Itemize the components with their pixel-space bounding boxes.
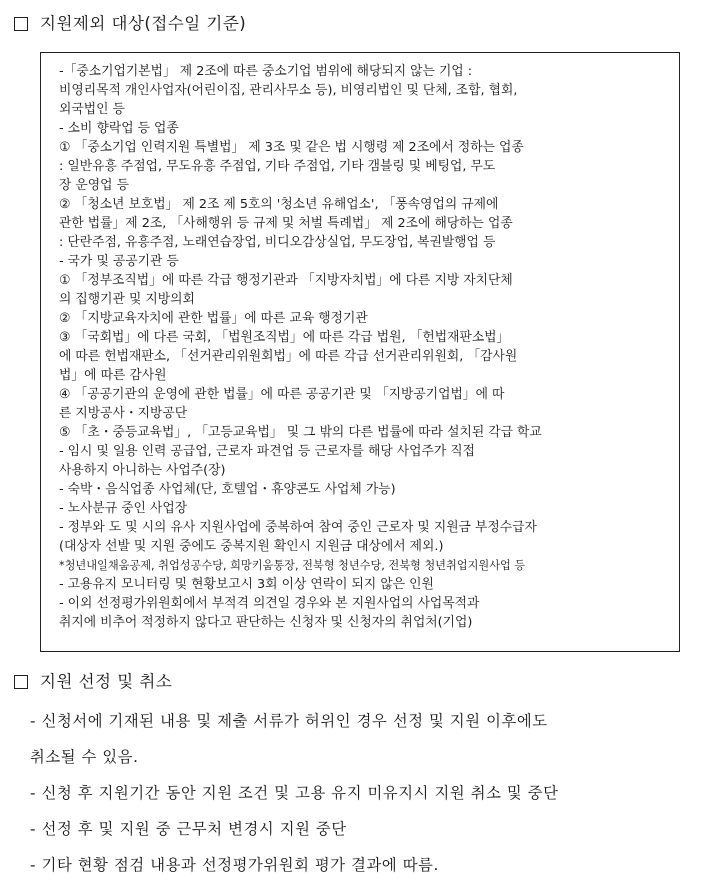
selection-title: 지원 선정 및 취소 [40, 672, 173, 691]
selection-line: - 기타 현황 점검 내용과 선정평가위원회 평가 결과에 따름. [30, 856, 439, 874]
exclusion-line: : 일반유흥 주점업, 무도유흥 주점업, 기타 주점업, 기타 갬블링 및 베팅업, 무도 [59, 159, 496, 174]
exclusion-line: - 노사분규 중인 사업장 [59, 501, 188, 516]
selection-line: - 신청 후 지원기간 동안 지원 조건 및 고용 유지 미유지시 지원 취소 및 중단 [30, 784, 559, 802]
exclusion-line: 비영리목적 개인사업자(어린이집, 관리사무소 등), 비영리법인 및 단체, 조합, 협회, [59, 83, 518, 98]
exclusion-line: 사용하지 아니하는 사업주(장) [59, 463, 226, 478]
exclusion-line: 외국법인 등 [59, 102, 125, 117]
exclusion-line: - 숙박・음식업종 사업체(단, 호텔업・휴양콘도 사업체 가능) [59, 482, 396, 497]
exclusion-line: 른 지방공사・지방공단 [59, 406, 188, 421]
exclusion-line: 장 운영업 등 [59, 178, 129, 193]
exclusion-box [40, 52, 680, 652]
exclusion-line: ① 「중소기업 인력지원 특별법」 제 3조 및 같은 법 시행령 제 2조에서 정하는 업종 [59, 140, 524, 155]
exclusion-line: -「중소기업기본법」 제 2조에 따른 중소기업 범위에 해당되지 않는 기업 : [59, 64, 473, 79]
exclusion-footnote: *청년내일채움공제, 취업성공수당, 희망키움통장, 전북형 청년수당, 전북형 청년취업지원사업 등 [59, 559, 526, 572]
exclusion-line: ② 「지방교육자치에 관한 법률」에 따른 교육 행정기관 [59, 311, 368, 326]
exclusion-line: - 이외 선정평가위원회에서 부적격 의견일 경우와 본 지원사업의 사업목적과 [59, 596, 480, 611]
exclusion-line: ⑤ 「초・중등교육법」, 「고등교육법」 및 그 밖의 다른 법률에 따라 설치된 각급 학교 [59, 425, 542, 440]
selection-line: - 신청서에 기재된 내용 및 제출 서류가 허위인 경우 선정 및 지원 이후에도 [30, 712, 548, 730]
exclusion-title: 지원제외 대상(접수일 기준) [40, 14, 247, 33]
checkbox-square-icon [14, 675, 28, 689]
exclusion-line: 에 따른 헌법재판소, 「선거관리위원회법」에 따른 각급 선거관리위원회, 「감사원 [59, 349, 518, 364]
exclusion-line: (대상자 선발 및 지원 중에도 중복지원 확인시 지원금 대상에서 제외.) [59, 539, 444, 554]
section-heading-exclusion [14, 10, 246, 34]
exclusion-line: - 소비 향락업 등 업종 [59, 121, 179, 136]
exclusion-line: 법」에 따른 감사원 [59, 368, 167, 383]
exclusion-line: 취지에 비추어 적정하지 않다고 판단하는 신청자 및 신청자의 취업처(기업) [59, 615, 473, 630]
selection-line: - 선정 후 및 지원 중 근무처 변경시 지원 중단 [30, 820, 347, 838]
exclusion-line: - 정부와 도 및 시의 유사 지원사업에 중복하여 참여 중인 근로자 및 지원금 부정수급자 [59, 520, 537, 535]
exclusion-line: ④ 「공공기관의 운영에 관한 법률」에 따른 공공기관 및 「지방공기업법」에 따 [59, 387, 505, 402]
exclusion-line: ① 「정부조직법」에 따른 각급 행정기관과 「지방자치법」에 다른 지방 자치단체 [59, 273, 513, 288]
selection-line: 취소될 수 있음. [30, 748, 139, 766]
exclusion-line: - 고용유지 모니터링 및 현황보고시 3회 이상 연락이 되지 않은 인원 [59, 577, 434, 592]
exclusion-line: : 단란주점, 유흥주점, 노래연습장업, 비디오감상실업, 무도장업, 복권발행업 등 [59, 235, 496, 250]
exclusion-line: - 임시 및 일용 인력 공급업, 근로자 파견업 등 근로자를 해당 사업주가 직접 [59, 444, 475, 459]
checkbox-square-icon [14, 17, 28, 31]
selection-list [30, 703, 710, 883]
exclusion-line: - 국가 및 공공기관 등 [59, 254, 179, 269]
exclusion-line: ③ 「국회법」에 다른 국회, 「법원조직법」에 따른 각급 법원, 「헌법재판소법」 [59, 330, 510, 345]
section-heading-selection [14, 668, 172, 692]
exclusion-line: ② 「청소년 보호법」 제 2조 제 5호의 '청소년 유해업소', 「풍속영업의 규제에 [59, 197, 499, 212]
exclusion-line: 의 집행기관 및 지방의회 [59, 292, 195, 307]
exclusion-line: 관한 법률」제 2조, 「사해행위 등 규제 및 처벌 특례법」 제 2조에 해당하는 업종 [59, 216, 513, 231]
